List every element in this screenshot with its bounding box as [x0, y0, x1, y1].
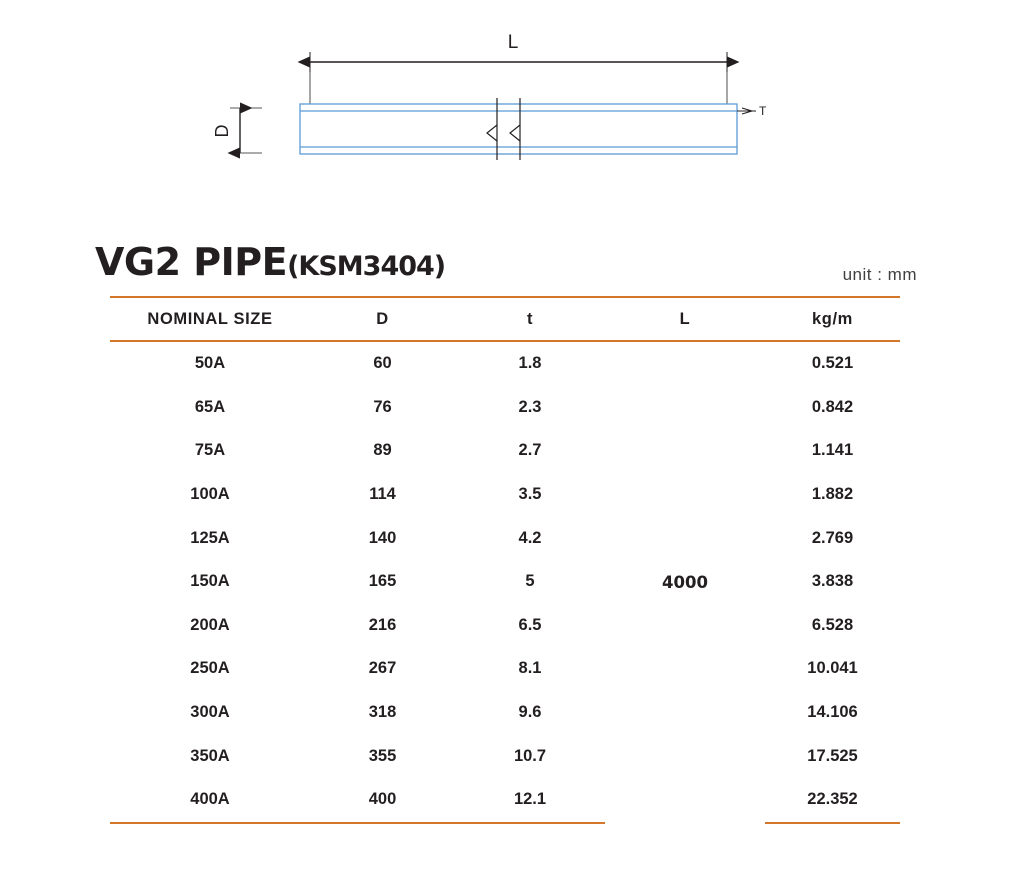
table-header-row — [110, 297, 900, 341]
cell-d: 76 — [373, 397, 392, 416]
cell-size: 125A — [190, 528, 230, 547]
cell-t: 1.8 — [518, 354, 542, 373]
length-label: L — [507, 32, 519, 53]
table-row — [110, 647, 900, 691]
spec-table — [110, 296, 900, 824]
cell-d: 89 — [373, 441, 392, 460]
cell-t: 3.5 — [518, 485, 542, 504]
col-header-t: t — [455, 297, 605, 341]
cell-size: 50A — [194, 354, 226, 373]
table-row — [110, 386, 900, 430]
cell-kg: 0.842 — [811, 397, 854, 416]
cell-size: 100A — [190, 485, 230, 504]
cell-size: 250A — [190, 659, 230, 678]
diameter-dimension — [230, 108, 262, 153]
cell-t: 4.2 — [518, 528, 542, 547]
cell-kg: 1.141 — [811, 441, 854, 460]
length-dimension — [310, 52, 727, 104]
col-header-kg: kg/m — [765, 297, 900, 341]
cell-t: 2.3 — [518, 397, 542, 416]
thickness-label: T — [759, 104, 767, 118]
table-row — [110, 429, 900, 473]
diameter-label: D — [212, 124, 232, 138]
cell-kg: 3.838 — [811, 572, 854, 591]
pipe-body — [300, 104, 737, 154]
spec-table-wrapper — [110, 296, 900, 824]
cell-kg: 6.528 — [811, 615, 854, 634]
cell-d: 216 — [368, 615, 397, 634]
cell-d: 267 — [368, 659, 397, 678]
cell-t: 9.6 — [518, 703, 542, 722]
table-row — [110, 341, 900, 386]
cell-size: 400A — [110, 778, 310, 823]
cell-t: 12.1 — [455, 778, 605, 823]
cell-size: 65A — [194, 397, 226, 416]
table-row — [110, 778, 900, 823]
cell-size: 150A — [190, 572, 230, 591]
cell-kg: 22.352 — [765, 778, 900, 823]
cell-l-merged: 4000 — [662, 572, 708, 592]
cell-d: 140 — [368, 528, 397, 547]
table-row — [110, 516, 900, 560]
cell-kg: 17.525 — [807, 746, 858, 765]
thickness-leader — [737, 108, 756, 114]
table-row — [110, 691, 900, 735]
pipe-diagram — [0, 0, 1033, 210]
col-header-l: L — [605, 297, 765, 341]
cell-kg: 14.106 — [807, 703, 858, 722]
cell-d: 400 — [310, 778, 455, 823]
cell-t: 10.7 — [513, 746, 547, 765]
table-row — [110, 560, 900, 604]
page-title — [95, 240, 445, 289]
product-name: VG2 PIPE — [95, 240, 288, 284]
cell-t: 8.1 — [518, 659, 542, 678]
table-row — [110, 734, 900, 778]
cell-size: 350A — [190, 746, 230, 765]
cell-d: 60 — [373, 354, 392, 373]
standard-code: (KSM3404) — [287, 251, 446, 282]
cell-kg: 0.521 — [811, 354, 854, 373]
cell-d: 114 — [369, 485, 396, 504]
col-header-d: D — [310, 297, 455, 341]
table-row — [110, 473, 900, 517]
cell-t: 2.7 — [518, 441, 542, 460]
table-body — [110, 341, 900, 823]
cell-d: 165 — [368, 572, 397, 591]
cell-kg: 10.041 — [807, 659, 858, 678]
unit-note: unit : mm — [842, 265, 917, 284]
cell-t: 6.5 — [518, 615, 542, 634]
cell-d: 318 — [368, 703, 397, 722]
table-row — [110, 604, 900, 648]
cell-t: 5 — [525, 572, 535, 591]
cell-size: 75A — [194, 441, 226, 460]
cell-size: 200A — [190, 615, 230, 634]
cell-kg: 2.769 — [811, 528, 854, 547]
cell-d: 355 — [368, 746, 397, 765]
cell-kg: 1.882 — [811, 485, 854, 504]
title-block — [95, 240, 935, 290]
cell-size: 300A — [190, 703, 230, 722]
col-header-nominal-size: NOMINAL SIZE — [110, 297, 310, 341]
